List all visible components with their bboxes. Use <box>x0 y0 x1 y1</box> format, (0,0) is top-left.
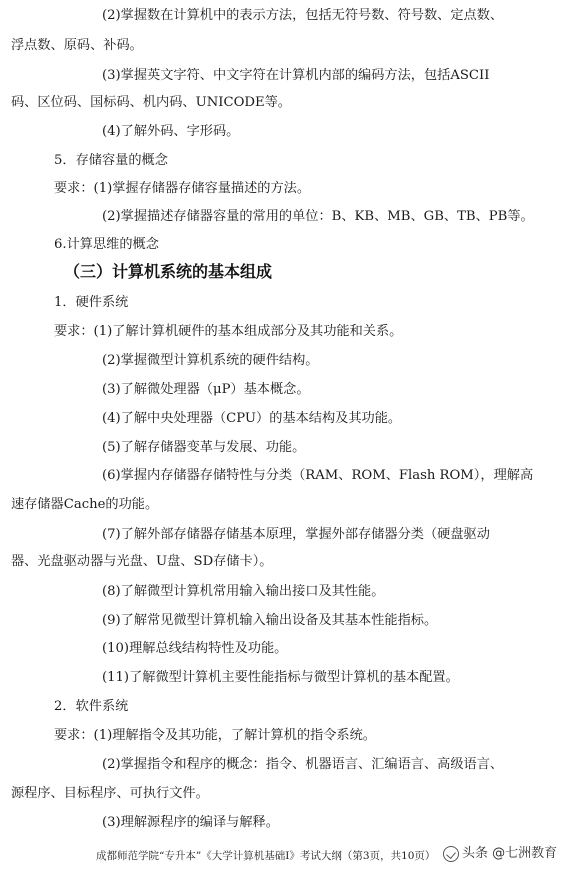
text-line: 速存储器Cache的功能。 <box>11 497 159 512</box>
text-line: (11)了解微型计算机主要性能指标与微型计算机的基本配置。 <box>102 670 459 685</box>
text-line: 6.计算思维的概念 <box>54 237 159 252</box>
text-line: 2．软件系统 <box>54 699 129 714</box>
section-heading: （三）计算机系统的基本组成 <box>64 262 273 281</box>
text-line: 5．存储容量的概念 <box>54 153 168 168</box>
text-line: (4)了解中央处理器（CPU）的基本结构及其功能。 <box>102 411 402 426</box>
text-line: (2)掌握微型计算机系统的硬件结构。 <box>102 353 319 368</box>
text-line: 要求：(1)掌握存储器存储容量描述的方法。 <box>54 181 311 196</box>
text-line: 要求：(1)了解计算机硬件的基本组成部分及其功能和关系。 <box>54 324 403 339</box>
watermark: 头条 @七洲教育 <box>462 846 558 861</box>
text-line: 浮点数、原码、补码。 <box>11 38 143 53</box>
text-line: (4)了解外码、字形码。 <box>102 124 240 139</box>
text-line: (2)掌握数在计算机中的表示方法，包括无符号数、符号数、定点数、 <box>102 8 504 23</box>
text-line: (2)掌握描述存储器容量的常用的单位：B、KB、MB、GB、TB、PB等。 <box>102 209 534 224</box>
text-line: 要求：(1)理解指令及其功能，了解计算机的指令系统。 <box>54 728 376 743</box>
text-line: (3)掌握英文字符、中文字符在计算机内部的编码方法，包括ASCII <box>102 68 490 83</box>
text-line: (9)了解常见微型计算机输入输出设备及其基本性能指标。 <box>102 613 438 628</box>
text-line: 源程序、目标程序、可执行文件。 <box>11 786 209 801</box>
text-line: (6)掌握内存储器存储特性与分类（RAM、ROM、Flash ROM），理解高 <box>102 468 534 483</box>
text-line: (8)了解微型计算机常用输入输出接口及其性能。 <box>102 584 385 599</box>
text-line: 1．硬件系统 <box>54 295 129 310</box>
text-line: (7)了解外部存储器存储基本原理，掌握外部存储器分类（硬盘驱动 <box>102 527 490 542</box>
text-line: 器、光盘驱动器与光盘、U盘、SD存储卡）。 <box>11 554 273 569</box>
watermark-icon <box>443 846 459 862</box>
page-footer: 成都师范学院“专升本”《大学计算机基础Ⅰ》考试大纲（第3页，共10页） <box>96 850 436 862</box>
text-line: (2)掌握指令和程序的概念：指令、机器语言、汇编语言、高级语言、 <box>102 757 504 772</box>
text-line: (3)理解源程序的编译与解释。 <box>102 815 279 830</box>
text-line: (5)了解存储器变革与发展、功能。 <box>102 440 306 455</box>
text-line: 码、区位码、国标码、机内码、UNICODE等。 <box>11 95 291 110</box>
text-line: (3)了解微处理器（μP）基本概念。 <box>102 382 310 397</box>
text-line: (10)理解总线结构特性及功能。 <box>102 641 288 656</box>
